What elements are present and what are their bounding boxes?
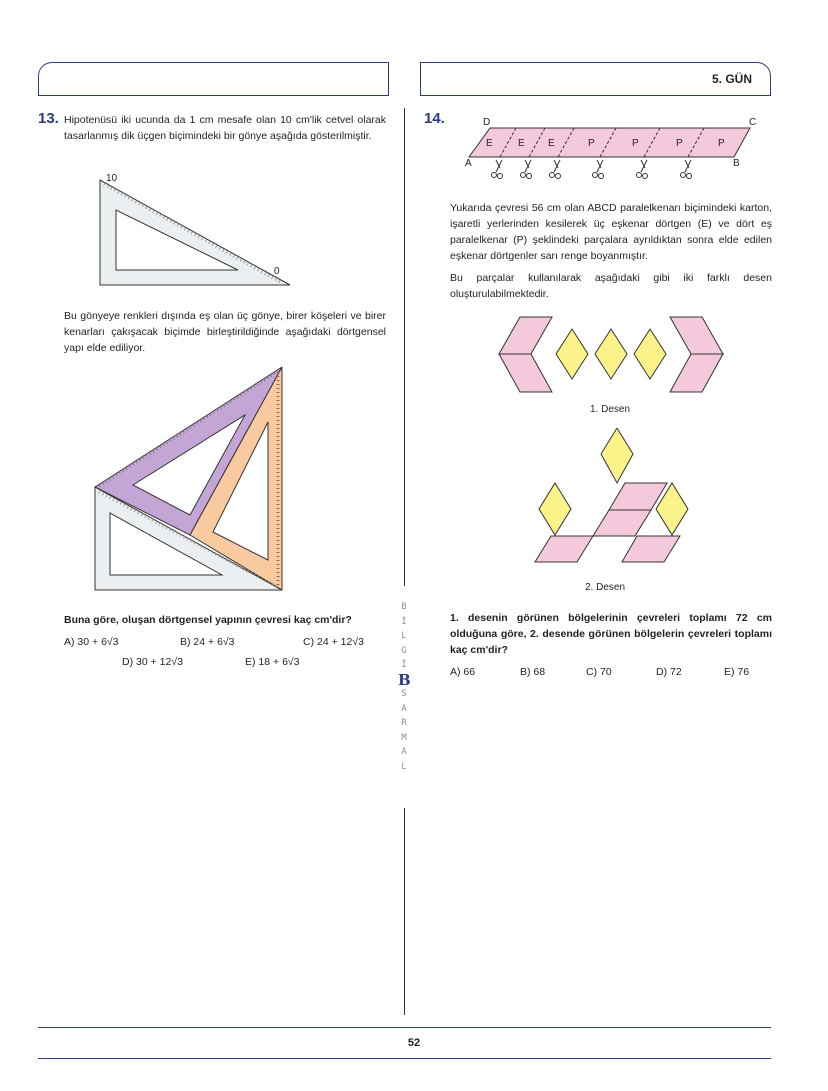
piece-label: P xyxy=(632,138,639,149)
column-divider xyxy=(404,108,405,586)
piece-label: P xyxy=(676,138,683,149)
vertex-c: C xyxy=(749,117,757,128)
piece-label: P xyxy=(718,138,725,149)
q13-option-d[interactable]: D) 30 + 12√3 xyxy=(122,656,183,668)
vertex-b: B xyxy=(733,158,740,169)
question-13-description: Bu gönyeye renkleri dışında eş olan üç gönye, birer köşeleri ve birer kenarları çakışacak biçimde birleştirildiğinde aşağıdaki dörtgensel yapı elde ediliyor. xyxy=(64,310,386,354)
question-14-description: Yukarıda çevresi 56 cm olan ABCD paralelkenarı biçimindeki karton, işaretli yerlerinden kesilerek üç eşkenar dörtgen (E) ve dört eş paralelkenar (P) şeklindeki parçalara ayrıldıktan sonra elde edilen eşkenar dörtgenler sarı renge boyanmıştır. xyxy=(450,202,772,262)
pattern-2-figure xyxy=(525,428,695,573)
q13-option-c[interactable]: C) 24 + 12√3 xyxy=(303,636,364,648)
question-13-intro: Hipotenüsü iki ucunda da 1 cm mesafe olan 10 cm'lik cetvel olarak tasarlanmış dik üçgen biçimindeki bir gönye aşağıda gösterilmiştir. xyxy=(64,114,386,142)
combined-set-squares-figure xyxy=(85,360,295,600)
set-square-figure xyxy=(90,170,300,290)
pattern-1-caption: 1. Desen xyxy=(589,404,631,415)
header-right-box xyxy=(420,62,771,96)
scissors-icons xyxy=(492,160,692,179)
ruler-start-label: 10 xyxy=(106,173,118,184)
sidebar-brand: B İ L G İ B S A R M A L xyxy=(398,602,411,772)
column-divider-lower xyxy=(404,808,405,1015)
page-number: 52 xyxy=(407,1037,421,1049)
piece-label: P xyxy=(588,138,595,149)
ruler-end-label: 0 xyxy=(274,266,280,277)
q14-option-b[interactable]: B) 68 xyxy=(520,666,546,678)
brand-logo: B xyxy=(398,670,411,689)
pattern-2-caption: 2. Desen xyxy=(584,582,626,593)
vertex-a: A xyxy=(465,158,472,169)
footer-rule-bottom xyxy=(38,1058,771,1059)
piece-label: E xyxy=(548,138,555,149)
parallelogram-cut-figure xyxy=(460,115,770,190)
q14-option-e[interactable]: E) 76 xyxy=(724,666,750,678)
q14-option-c[interactable]: C) 70 xyxy=(586,666,612,678)
question-14-number: 14. xyxy=(424,110,445,127)
q13-option-b[interactable]: B) 24 + 6√3 xyxy=(180,636,235,648)
vertex-d: D xyxy=(483,117,491,128)
q13-option-e[interactable]: E) 18 + 6√3 xyxy=(245,656,300,668)
q14-option-d[interactable]: D) 72 xyxy=(656,666,682,678)
question-13-number: 13. xyxy=(38,110,59,127)
piece-label: E xyxy=(486,138,493,149)
footer-rule-top xyxy=(38,1027,771,1028)
header-left-box xyxy=(38,62,389,96)
question-14-prompt: 1. desenin görünen bölgelerinin çevreleri toplamı 72 cm olduğuna göre, 2. desende görünen bölgelerin çevreleri toplamı kaç cm'dir? xyxy=(450,612,772,656)
piece-label: E xyxy=(518,138,525,149)
q14-option-a[interactable]: A) 66 xyxy=(450,666,476,678)
day-label: 5. GÜN xyxy=(711,72,752,86)
question-14-description-2: Bu parçalar kullanılarak aşağıdaki gibi iki farklı desen oluşturulabilmektedir. xyxy=(450,272,772,300)
q13-option-a[interactable]: A) 30 + 6√3 xyxy=(64,636,119,648)
question-13-prompt: Buna göre, oluşan dörtgensel yapının çevresi kaç cm'dir? xyxy=(64,614,352,626)
pattern-1-figure xyxy=(490,305,725,400)
